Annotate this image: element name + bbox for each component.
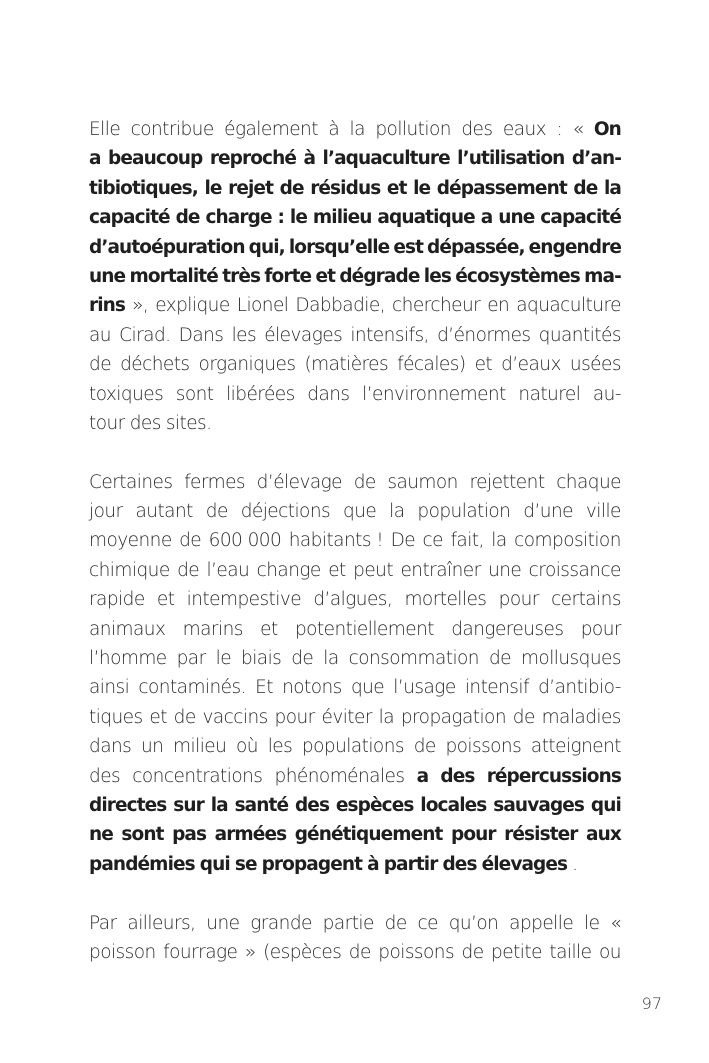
word: chaque [556, 471, 621, 493]
word: tiques [89, 706, 143, 728]
text-line [89, 938, 621, 967]
word: ce [417, 912, 438, 934]
word: poissons [445, 736, 522, 758]
word: eaux [502, 119, 547, 140]
word: élevages [264, 324, 343, 346]
word: l’homme [89, 648, 167, 670]
bold-word: sont [121, 824, 164, 846]
text-line [89, 497, 621, 526]
bold-word: beaucoup [108, 148, 203, 170]
bold-word: à [303, 148, 316, 170]
word: des [129, 412, 161, 434]
bold-word: résidus [310, 177, 381, 199]
bold-word: le [289, 207, 307, 229]
word: (espèces [263, 941, 342, 963]
word: concentrations [132, 765, 263, 787]
word: l’environnement [362, 383, 506, 405]
bold-word: ma- [584, 265, 621, 287]
bold-word: une [89, 265, 126, 287]
word: aquaculture [516, 295, 621, 317]
word: fait, [450, 530, 484, 552]
word: de [353, 471, 376, 493]
bold-word: santé [234, 794, 289, 816]
word: » [244, 941, 256, 963]
bold-word: : [277, 207, 284, 229]
word: de [384, 912, 407, 934]
word: appelle [509, 912, 574, 934]
word: libérées [226, 383, 295, 405]
word: Cirad. [119, 324, 171, 346]
text-line [89, 615, 621, 644]
word: le [584, 912, 600, 934]
word: dans [89, 736, 132, 758]
bold-word: mortalité [129, 265, 218, 287]
word: population [417, 501, 511, 523]
word: partie [322, 912, 374, 934]
word: De [390, 530, 416, 552]
bold-word: rins [89, 295, 126, 317]
text-line [89, 233, 621, 262]
bold-word: espèces [335, 794, 414, 816]
text-line [89, 144, 621, 173]
word: mortelles [404, 589, 487, 611]
word: quantités [538, 324, 621, 346]
bold-word: qui [590, 794, 621, 816]
word: entraîner [400, 559, 481, 581]
word: d’algues, [313, 589, 393, 611]
word: marins [182, 618, 243, 640]
word: Par [89, 912, 117, 934]
word: de [348, 941, 371, 963]
word: dangereuses [451, 618, 564, 640]
bold-word: le [204, 177, 222, 199]
word: de [488, 648, 511, 670]
text-line [89, 115, 621, 144]
word: contaminés. [138, 677, 246, 699]
bold-word: d’autoépuration [89, 236, 245, 258]
bold-word: pandémies [89, 853, 195, 875]
bold-word: les [423, 265, 451, 287]
bold-word: qui, [248, 236, 285, 258]
text-line [89, 732, 621, 761]
bold-word: des [442, 853, 477, 875]
bold-word: a [480, 207, 493, 229]
bold-word: génétiquement [294, 824, 443, 846]
text-line [89, 909, 621, 938]
word: pour [580, 618, 621, 640]
word: en [487, 295, 510, 317]
bold-word: a [89, 148, 101, 170]
word: et [149, 706, 167, 728]
word: que [350, 677, 385, 699]
bold-word: la [603, 177, 621, 199]
bold-word: très [222, 265, 261, 287]
word: dans [307, 383, 350, 405]
word: notons [282, 677, 342, 699]
bold-word: à [367, 853, 379, 875]
word: au- [592, 383, 621, 405]
word: propagation [400, 706, 506, 728]
bold-word: dépassée, [427, 236, 525, 258]
word: déjections [240, 501, 331, 523]
paragraph-3 [89, 909, 621, 968]
word: biais [241, 648, 282, 670]
word: (matières [304, 354, 389, 376]
bold-word: propagent [261, 853, 363, 875]
bold-word: reproché [209, 148, 297, 170]
word: animaux [89, 618, 166, 640]
text-line [89, 556, 621, 585]
word: tour [89, 412, 125, 434]
word: autant [135, 501, 193, 523]
word: Certaines [89, 471, 173, 493]
word: fermes [184, 471, 246, 493]
word: maladies [541, 706, 621, 728]
word: fécales) [397, 354, 466, 376]
bold-word: lorsqu’elle [288, 236, 390, 258]
page-body [89, 115, 621, 967]
bold-word: répercussions [486, 765, 621, 787]
text-line [89, 762, 621, 791]
bold-word: est [393, 236, 424, 258]
word: des [461, 119, 493, 140]
word: explique [155, 295, 230, 317]
word: d’une [523, 501, 573, 523]
word: fourrage [163, 941, 238, 963]
word: grande [250, 912, 312, 934]
word: naturel [518, 383, 581, 405]
word: petite [491, 941, 542, 963]
word: toxiques [89, 383, 164, 405]
word: poisson [89, 941, 156, 963]
bold-word: partir [383, 853, 438, 875]
word: qu’on [448, 912, 499, 934]
word: de [205, 501, 228, 523]
word: de [461, 941, 484, 963]
text-line [89, 350, 621, 379]
word: éviter [321, 706, 372, 728]
bold-word: se [234, 853, 257, 875]
word: poissons [378, 941, 455, 963]
text-line [89, 526, 621, 555]
word: moyenne [89, 530, 172, 552]
word: de [173, 706, 196, 728]
word: rejettent [469, 471, 545, 493]
paragraph-2 [89, 468, 621, 879]
word: la [389, 501, 405, 523]
bold-word: milieu [312, 207, 372, 229]
text-line [89, 820, 621, 849]
word: sont [175, 383, 214, 405]
paragraph-spacer [89, 438, 621, 467]
text-line [89, 644, 621, 673]
word: milieu [173, 736, 227, 758]
word: change [256, 559, 321, 581]
word: d’énormes [437, 324, 531, 346]
word: de [291, 648, 314, 670]
word: les [267, 736, 293, 758]
bold-word: forte [264, 265, 312, 287]
word: », [132, 295, 149, 317]
text-line [89, 791, 621, 820]
word: ce [422, 530, 444, 552]
word: d’élevage [256, 471, 343, 493]
word: « [610, 912, 621, 934]
bold-word: capacité [89, 207, 170, 229]
word: un [140, 736, 164, 758]
word: ville [585, 501, 621, 523]
word: composition [514, 530, 621, 552]
word: déchets [120, 354, 190, 376]
page-number: 97 [641, 994, 662, 1013]
word: : [556, 119, 563, 140]
word: consommation [348, 648, 479, 670]
text-line [89, 380, 621, 409]
bold-word: d’an- [571, 148, 621, 170]
text-line [89, 673, 621, 702]
word: sites. [165, 412, 212, 434]
bold-word: capacité [540, 207, 621, 229]
word: de [413, 736, 436, 758]
word: croissance [528, 559, 621, 581]
word: et [260, 618, 278, 640]
word: une [488, 559, 522, 581]
bold-word: ne [89, 824, 113, 846]
bold-word: résister [504, 824, 578, 846]
bold-word: aux [586, 824, 621, 846]
bold-word: de [175, 207, 200, 229]
bold-word: pas [172, 824, 207, 846]
paragraph-spacer [89, 879, 621, 908]
bold-word: l’utilisation [457, 148, 565, 170]
bold-word: de [279, 177, 304, 199]
bold-word: aquatique [377, 207, 475, 229]
word: 600 000 [208, 530, 282, 552]
word: ainsi [89, 677, 130, 699]
word: au [89, 324, 111, 346]
word: chercheur [392, 295, 481, 317]
word: chimique [89, 559, 170, 581]
word: également [224, 119, 318, 140]
bold-word: et [315, 265, 336, 287]
bold-word: a [416, 765, 429, 787]
bold-word: et [386, 177, 407, 199]
paragraph-1 [89, 115, 621, 438]
bold-word: armées [214, 824, 287, 846]
word: où [236, 736, 258, 758]
text-line [89, 585, 621, 614]
word: certains [551, 589, 621, 611]
bold-word: On [593, 119, 621, 140]
bold-word: des [440, 765, 475, 787]
word: saumon [387, 471, 458, 493]
word: par [176, 648, 206, 670]
bold-word: tibiotiques, [89, 177, 198, 199]
word: l’eau [206, 559, 250, 581]
word: taille [549, 941, 592, 963]
bold-word: élevages [481, 853, 568, 875]
word: de [512, 706, 535, 728]
text-line [89, 468, 621, 497]
bold-word: rejet [228, 177, 274, 199]
word: Elle [89, 119, 121, 140]
word: et [474, 354, 493, 376]
word: de [177, 559, 200, 581]
word: la [323, 648, 339, 670]
text-line [89, 203, 621, 232]
word: à [328, 119, 340, 140]
word: pour [498, 589, 539, 611]
word: atteignent [530, 736, 621, 758]
word: mollusques [520, 648, 621, 670]
word: la [491, 530, 507, 552]
text-line [89, 703, 621, 732]
bold-word: dépassement [436, 177, 567, 199]
word: que [343, 501, 377, 523]
bold-word: charge [205, 207, 272, 229]
bold-word: locales [420, 794, 487, 816]
word: organiques [198, 354, 296, 376]
word: des [89, 765, 121, 787]
bold-word: écosystèmes [455, 265, 580, 287]
word: et [328, 559, 346, 581]
text-line [89, 291, 621, 320]
word: usées [569, 354, 621, 376]
word: d’eaux [501, 354, 561, 376]
word: ailleurs, [127, 912, 196, 934]
word: la [349, 119, 365, 140]
word: de [89, 354, 112, 376]
word: et [156, 589, 175, 611]
bold-word: le [413, 177, 431, 199]
word: Dabbadie, [295, 295, 386, 317]
word: le [215, 648, 232, 670]
word: l’usage [393, 677, 456, 699]
bold-word: sauvages [493, 794, 585, 816]
bold-word: l’aquaculture [322, 148, 450, 170]
word: de [179, 530, 202, 552]
bold-word: qui [199, 853, 230, 875]
word: d’antibio- [538, 677, 621, 699]
word: phénoménales [274, 765, 405, 787]
word: potentiellement [294, 618, 434, 640]
word: jour [89, 501, 123, 523]
text-line [89, 850, 621, 879]
text-line [89, 174, 621, 203]
word: populations [301, 736, 404, 758]
bold-word: des [294, 794, 330, 816]
word: . [572, 853, 578, 875]
word: pollution [375, 119, 451, 140]
word: vaccins [202, 706, 268, 728]
word: Et [255, 677, 273, 699]
word: ou [598, 941, 621, 963]
word: une [206, 912, 240, 934]
word: pour [274, 706, 315, 728]
word: peut [353, 559, 394, 581]
word: contribue [130, 119, 214, 140]
word: les [231, 324, 257, 346]
bold-word: de [573, 177, 598, 199]
bold-word: engendre [528, 236, 621, 258]
word: habitants ! [288, 530, 384, 552]
bold-word: pour [451, 824, 496, 846]
word: intensif [464, 677, 529, 699]
bold-word: dégrade [339, 265, 420, 287]
word: rapide [89, 589, 145, 611]
word: intempestive [186, 589, 302, 611]
word: Dans [178, 324, 224, 346]
word: « [572, 119, 584, 140]
text-line [89, 409, 621, 438]
bold-word: directes [89, 794, 167, 816]
word: intensifs, [350, 324, 429, 346]
bold-word: sur [173, 794, 204, 816]
bold-word: une [498, 207, 535, 229]
text-line [89, 262, 621, 291]
text-line [89, 321, 621, 350]
word: la [378, 706, 395, 728]
word: Lionel [236, 295, 289, 317]
bold-word: la [210, 794, 228, 816]
